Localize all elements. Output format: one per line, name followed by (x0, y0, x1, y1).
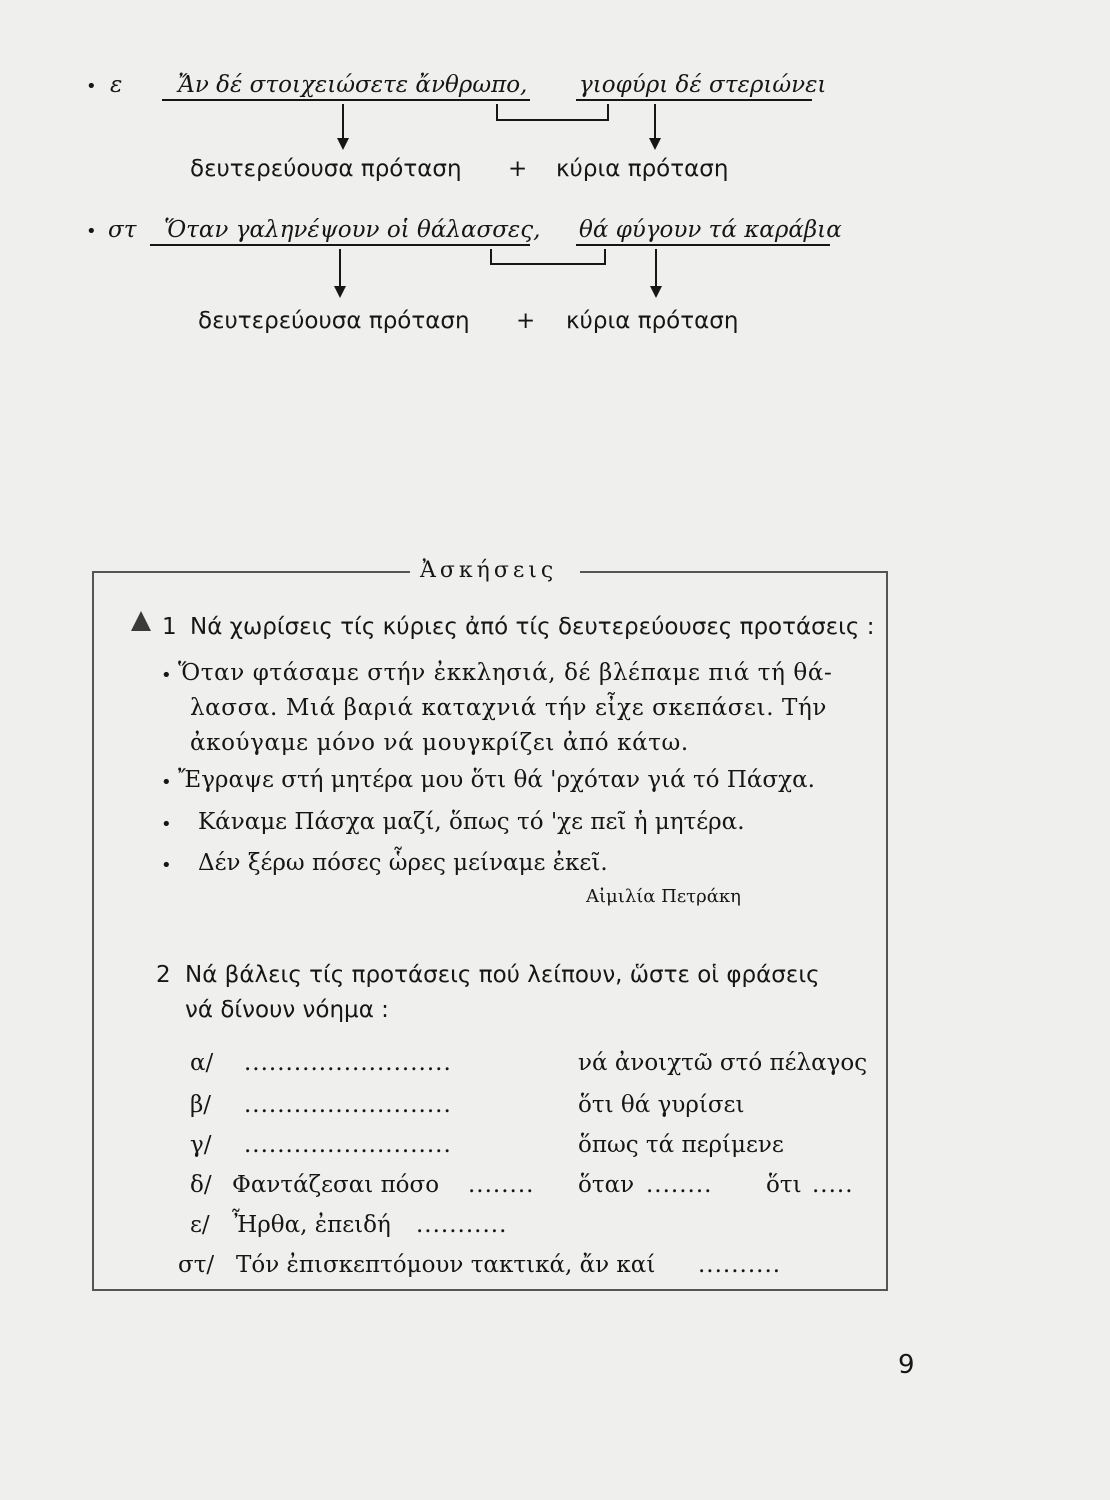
exercise-line: Ἔγραψε στή μητέρα μου ὅτι θά 'ρχόταν γιά τό Πάσχα. (178, 767, 815, 793)
item-text: ὅπως τά περίμενε (578, 1132, 784, 1158)
subordinate-clause: Ὅταν γαληνέψουν οἱ θάλασσες, (164, 217, 541, 243)
fill-blank: ......................... (244, 1092, 452, 1118)
diagram-marker: ε (110, 72, 123, 98)
item-label: α/ (190, 1050, 214, 1076)
exercise-line: λασσα. Μιά βαριά καταχνιά τήν εἶχε σκεπάσει. Τήν (190, 695, 827, 721)
fill-blank: ........... (416, 1212, 508, 1238)
main-label: κύρια πρόταση (556, 156, 729, 182)
fill-blank: ......................... (244, 1050, 452, 1076)
item-text: Φαντάζεσαι πόσο (232, 1172, 440, 1198)
item-text: ὅτι θά γυρίσει (578, 1092, 745, 1118)
item-text: Τόν ἐπισκεπτόμουν τακτικά, ἄν καί (236, 1252, 656, 1278)
fill-blank: ........ (468, 1172, 535, 1198)
plus-sign: + (508, 156, 528, 182)
item-label: στ/ (178, 1252, 215, 1278)
item-text: ὅταν (578, 1172, 635, 1198)
plus-sign: + (516, 308, 536, 334)
fill-blank: ......................... (244, 1132, 452, 1158)
subordinate-clause: Ἄν δέ στοιχειώσετε ἄνθρωπο, (178, 72, 528, 98)
exercises-title: Ἀσκήσεις (420, 558, 558, 583)
exercise-line: Δέν ξέρω πόσες ὧρες μείναμε ἐκεῖ. (198, 850, 608, 876)
exercise-line: Κάναμε Πάσχα μαζί, ὅπως τό 'χε πεῖ ἡ μητέρα. (198, 809, 745, 835)
exercise-instruction: νά δίνουν νόημα : (185, 997, 389, 1023)
exercise-instruction: Νά χωρίσεις τίς κύριες ἀπό τίς δευτερεύουσες προτάσεις : (190, 614, 875, 640)
exercise-number: 1 (162, 614, 177, 640)
fill-blank: ..... (812, 1172, 854, 1198)
author-name: Αἰμιλία Πετράκη (586, 886, 741, 907)
item-text: Ἦρθα, ἐπειδή (232, 1212, 391, 1238)
main-clause: γιοφύρι δέ στεριώνει (579, 72, 827, 98)
exercise-number: 2 (156, 962, 171, 988)
page-number: 9 (898, 1350, 915, 1380)
bullet: • (161, 772, 172, 793)
bullet: • (161, 814, 172, 835)
main-label: κύρια πρόταση (566, 308, 739, 334)
item-label: γ/ (190, 1132, 212, 1158)
syntax-diagram-lines (0, 0, 1110, 560)
exercise-line: Ὅταν φτάσαμε στήν ἐκκλησιά, δέ βλέπαμε πιά τή θά- (178, 660, 833, 686)
item-label: ε/ (190, 1212, 210, 1238)
item-label: β/ (190, 1092, 212, 1118)
bullet: • (161, 855, 172, 876)
diagram-marker: στ (108, 217, 137, 243)
subordinate-label: δευτερεύουσα πρόταση (190, 156, 462, 182)
item-text: νά ἀνοιχτῶ στό πέλαγος (578, 1050, 868, 1076)
main-clause: θά φύγουν τά καράβια (579, 217, 842, 243)
fill-blank: .......... (698, 1252, 782, 1278)
bullet: • (86, 76, 97, 97)
subordinate-label: δευτερεύουσα πρόταση (198, 308, 470, 334)
exercise-instruction: Νά βάλεις τίς προτάσεις πού λείπουν, ὥστε οἱ φράσεις (185, 962, 820, 988)
exercise-line: ἀκούγαμε μόνο νά μουγκρίζει ἀπό κάτω. (190, 730, 689, 756)
fill-blank: ........ (646, 1172, 713, 1198)
item-text: ὅτι (766, 1172, 802, 1198)
bullet: • (161, 665, 172, 686)
bullet: • (86, 221, 97, 242)
item-label: δ/ (190, 1172, 212, 1198)
triangle-icon (130, 610, 152, 632)
